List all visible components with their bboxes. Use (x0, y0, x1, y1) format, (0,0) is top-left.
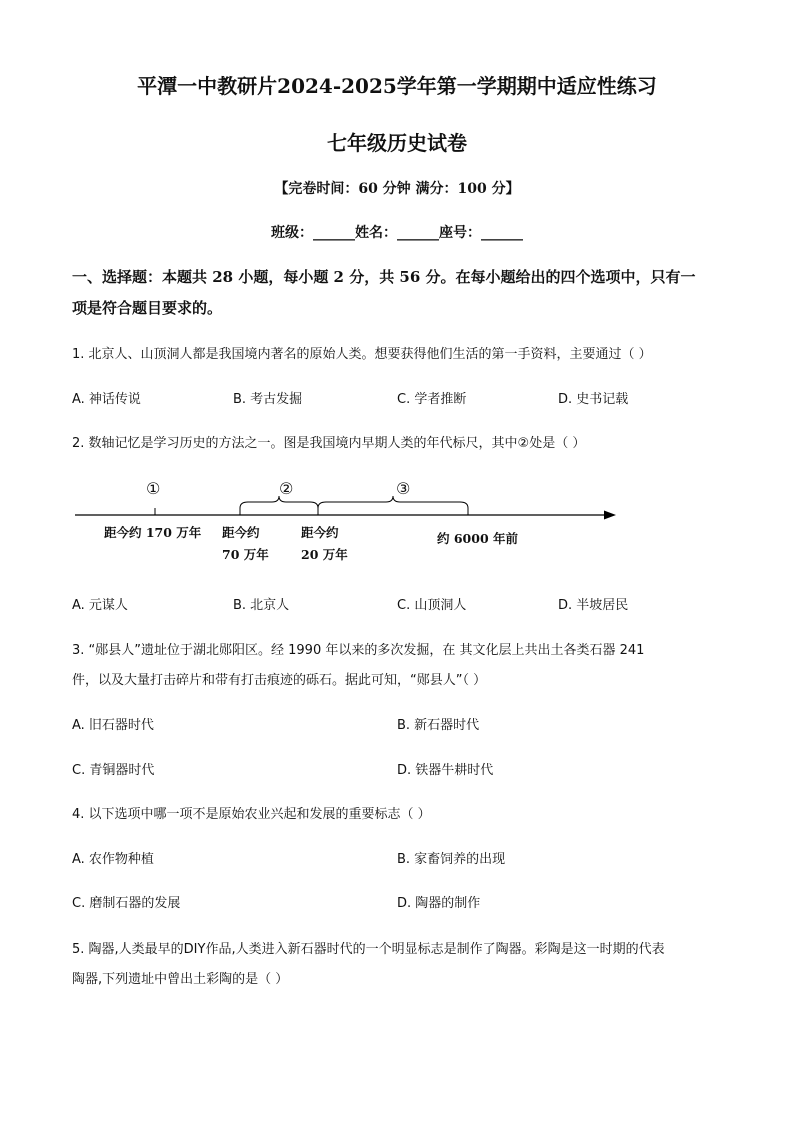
question-4-option-c[interactable]: C. 磨制石器的发展 (72, 896, 181, 911)
student-info: 班级：______姓名：______座号：______ (271, 225, 523, 241)
timeline-brace-3 (318, 496, 468, 508)
question-2-option-a[interactable]: A. 元谋人 (72, 598, 128, 613)
timeline-marker-3: ③ (396, 479, 411, 498)
question-2-option-b[interactable]: B. 北京人 (233, 598, 290, 613)
question-1-option-a[interactable]: A. 神话传说 (72, 392, 141, 407)
question-1-stem: 1. 北京人、山顶洞人都是我国境内著名的原始人类。想要获得他们生活的第一手资料，主要通过（ ） (72, 347, 652, 362)
question-5-stem-line2: 陶器,下列遗址中曾出土彩陶的是（ ） (72, 972, 289, 987)
exam-title: 平潭一中教研片2024-2025学年第一学期期中适应性练习 (137, 74, 657, 98)
timeline-marker-2: ② (279, 479, 294, 498)
question-1-option-c[interactable]: C. 学者推断 (397, 392, 467, 407)
question-2-stem: 2. 数轴记忆是学习历史的方法之一。图是我国境内早期人类的年代标尺，其中②处是（ ） (72, 436, 586, 451)
question-4-stem: 4. 以下选项中哪一项不是原始农业兴起和发展的重要标志（ ） (72, 807, 431, 822)
question-3-stem-line2: 件，以及大量打击碎片和带有打击痕迹的砾石。据此可知，“郧县人”（ ） (72, 673, 487, 688)
question-2-option-d[interactable]: D. 半坡居民 (558, 598, 629, 613)
question-3-option-b[interactable]: B. 新石器时代 (397, 718, 480, 733)
question-2-option-c[interactable]: C. 山顶洞人 (397, 598, 467, 613)
question-3-option-a[interactable]: A. 旧石器时代 (72, 718, 154, 733)
timeline-label-2a: 距今约 (222, 525, 260, 540)
timeline-arrowhead (604, 511, 616, 520)
question-4-option-d[interactable]: D. 陶器的制作 (397, 896, 481, 911)
question-1-option-d[interactable]: D. 史书记载 (558, 392, 629, 407)
timeline-label-2b: 70 万年 (222, 547, 269, 562)
timeline-label-3b: 20 万年 (301, 547, 348, 562)
question-1-option-b[interactable]: B. 考古发掘 (233, 392, 303, 407)
exam-info: 【完卷时间：60 分钟 满分：100 分】 (274, 181, 520, 197)
exam-subtitle: 七年级历史试卷 (327, 131, 467, 155)
timeline-label-1: 距今约 170 万年 (104, 525, 202, 540)
section-heading-line1: 一、选择题：本题共 28 小题，每小题 2 分，共 56 分。在每小题给出的四个选项中，只有一 (72, 268, 696, 286)
question-4-option-a[interactable]: A. 农作物种植 (72, 852, 154, 867)
timeline-marker-1: ① (146, 479, 161, 498)
section-heading-line2: 项是符合题目要求的。 (72, 299, 223, 317)
timeline-label-4: 约 6000 年前 (437, 531, 518, 546)
timeline-label-3a: 距今约 (301, 525, 339, 540)
question-5-stem-line1: 5. 陶器,人类最早的DIY作品,人类进入新石器时代的一个明显标志是制作了陶器。彩陶是这一时期的代表 (72, 942, 665, 957)
question-3-stem-line1: 3. “郧县人”遗址位于湖北郧阳区。经 1990 年以来的多次发掘，在 其文化层上共出土各类石器 241 (72, 643, 645, 658)
question-4-option-b[interactable]: B. 家畜饲养的出现 (397, 852, 506, 867)
question-3-option-d[interactable]: D. 铁器牛耕时代 (397, 763, 494, 778)
question-3-option-c[interactable]: C. 青铜器时代 (72, 763, 155, 778)
